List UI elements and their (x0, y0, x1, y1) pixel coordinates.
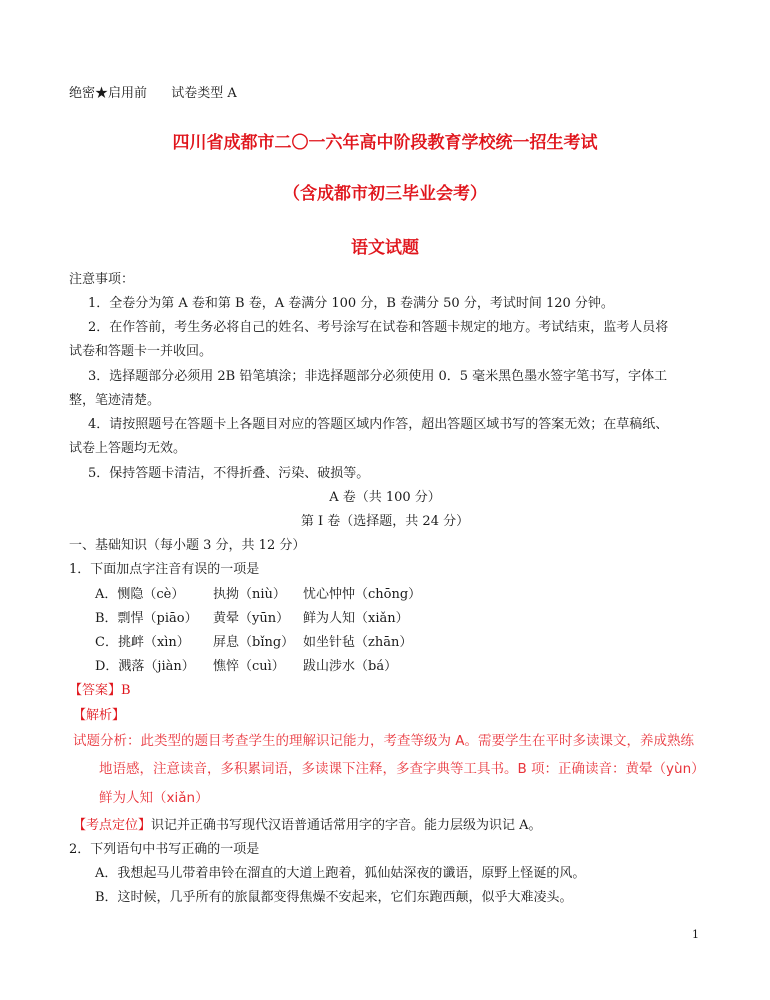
answer-label: 【答案】 (69, 683, 122, 698)
notice-item: 2．在作答前，考生务必将自己的姓名、考号涂写在试卷和答题卡规定的地方。考试结束，监考人员将 (88, 320, 669, 335)
analysis-label: 【解析】 (73, 708, 126, 723)
a-volume-heading: A 卷（共 100 分） (329, 490, 441, 505)
q1-option-b-1: B．剽悍（piāo） (95, 611, 198, 626)
notice-item: 3．选择题部分必须用 2B 铅笔填涂；非选择题部分必须使用 0．5 毫米黑色墨水签字笔书写，字体工 (88, 369, 668, 384)
section-basic: 一、基础知识（每小题 3 分，共 12 分） (69, 538, 306, 553)
notice-item: 试卷上答题均无效。 (69, 441, 187, 456)
q1-option-a-1: A．恻隐（cè） (95, 587, 185, 602)
q1-option-d-2: 憔悴（cuì） (213, 659, 285, 674)
header-line (69, 86, 237, 102)
q1-point (73, 818, 542, 834)
point-text: 识记并正确书写现代汉语普通话常用字的字音。能力层级为识记 A。 (151, 818, 542, 833)
answer-value: B (121, 683, 131, 698)
exam-subtitle: （含成都市初三毕业会考） (283, 184, 487, 204)
q1-option-b-3: 鲜为人知（xiǎn） (303, 611, 409, 626)
q2-option-b: B．这时候，几乎所有的旅鼠都变得焦燥不安起来，它们东跑西颠，似乎大难凌头。 (95, 890, 573, 905)
q1-option-a-2: 执拗（niù） (213, 587, 286, 602)
q1-answer (69, 683, 131, 699)
q2-stem: 2．下列语句中书写正确的一项是 (69, 842, 260, 857)
notice-item: 1．全卷分为第 A 卷和第 B 卷，A 卷满分 100 分，B 卷满分 50 分，考试时间 120 分钟。 (88, 296, 614, 311)
analysis-line: 试题分析：此类型的题目考查学生的理解识记能力，考查等级为 A。需要学生在平时多读课文，养成熟练 (73, 733, 695, 749)
notice-heading: 注意事项： (69, 272, 135, 287)
analysis-line: 鲜为人知（xiǎn） (99, 790, 209, 806)
q1-option-b-2: 黄晕（yūn） (213, 611, 290, 626)
part1-heading: 第 I 卷（选择题，共 24 分） (300, 514, 470, 529)
exam-title: 四川省成都市二〇一六年高中阶段教育学校统一招生考试 (172, 133, 598, 153)
q1-option-d-3: 跋山涉水（bá） (303, 659, 398, 674)
secret-mark: 绝密★启用前 (69, 86, 148, 101)
notice-item: 4．请按照题号在答题卡上各题目对应的答题区域内作答，超出答题区域书写的答案无效；在草稿纸、 (88, 417, 669, 432)
q1-option-a-3: 忧心忡忡（chōng） (303, 587, 422, 602)
analysis-line: 地语感，注意读音，多积累词语，多读课下注释，多查字典等工具书。B 项：正确读音：黄晕（yùn） (99, 761, 705, 777)
page-number: 1 (692, 928, 699, 941)
paper-type: 试卷类型 A (171, 86, 237, 101)
notice-item: 试卷和答题卡一并收回。 (69, 344, 213, 359)
q1-stem: 1．下面加点字注音有误的一项是 (69, 562, 260, 577)
q2-option-a: A．我想起马儿带着串铃在溜直的大道上跑着，狐仙姑深夜的谶语，原野上怪诞的风。 (95, 866, 586, 881)
notice-item: 5．保持答题卡清洁，不得折叠、污染、破损等。 (88, 466, 370, 481)
q1-option-c-1: C．挑衅（xìn） (95, 635, 190, 650)
notice-item: 整，笔迹清楚。 (69, 393, 161, 408)
q1-option-c-3: 如坐针毡（zhān） (303, 635, 413, 650)
point-label: 【考点定位】 (73, 818, 152, 833)
q1-option-c-2: 屏息（bǐng） (213, 635, 295, 650)
q1-option-d-1: D．溅落（jiàn） (95, 659, 195, 674)
subject-title: 语文试题 (351, 238, 419, 258)
